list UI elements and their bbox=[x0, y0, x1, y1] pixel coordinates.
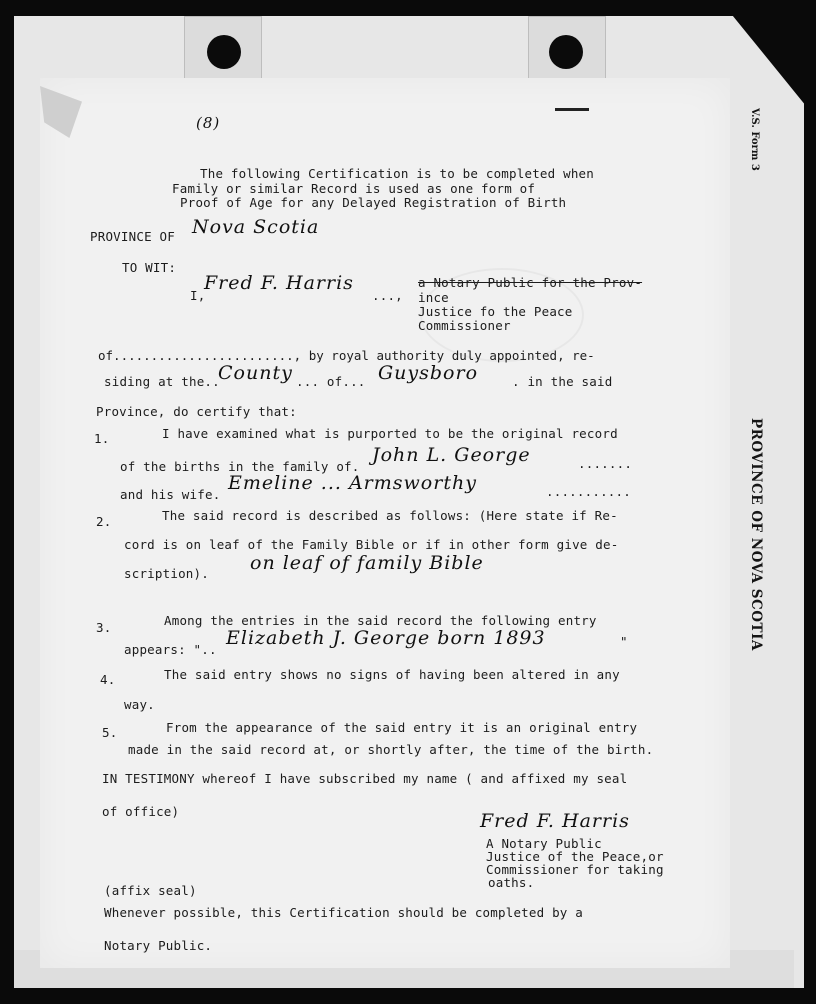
item-number-5: 5. bbox=[102, 725, 118, 740]
residing-of: ... of... bbox=[296, 374, 366, 389]
place-value: Guysboro bbox=[378, 362, 479, 384]
residing-value: County bbox=[218, 362, 293, 384]
official-prefix: I, bbox=[190, 288, 206, 303]
signature-title-justice: Justice of the Peace,or bbox=[486, 849, 664, 864]
signature-title-oaths: oaths. bbox=[488, 875, 535, 890]
footer-note-line-2: Notary Public. bbox=[104, 938, 213, 953]
title-ince: ince bbox=[418, 290, 449, 305]
record-description: on leaf of family Bible bbox=[250, 552, 484, 574]
footer-note-line-1: Whenever possible, this Certification should be completed by a bbox=[104, 905, 583, 920]
residing-suffix: . in the said bbox=[512, 374, 613, 389]
punch-hole bbox=[207, 35, 241, 69]
item-2-line-2: cord is on leaf of the Family Bible or if in other form give de- bbox=[124, 537, 619, 552]
item-number-4: 4. bbox=[100, 672, 116, 687]
entry-value: Elizabeth J. George born 1893 bbox=[226, 627, 546, 649]
father-name: John L. George bbox=[372, 444, 531, 466]
punch-hole bbox=[549, 35, 583, 69]
province-margin-header: PROVINCE OF NOVA SCOTIA bbox=[748, 418, 764, 651]
item-1-line-1: I have examined what is purported to be the original record bbox=[162, 426, 618, 441]
testimony-line-1: IN TESTIMONY whereof I have subscribed my name ( and affixed my seal bbox=[102, 771, 628, 786]
father-dots: ....... bbox=[578, 456, 633, 471]
title-line-1: The following Certification is to be completed when bbox=[200, 166, 595, 181]
item-2-line-1: The said record is described as follows: (Here state if Re- bbox=[162, 508, 618, 523]
title-commissioner: Commissioner bbox=[418, 318, 511, 333]
official-signature: Fred F. Harris bbox=[480, 810, 630, 832]
item-1-line-2: of the births in the family of. bbox=[120, 459, 360, 474]
affix-seal-label: (affix seal) bbox=[104, 883, 197, 898]
item-3-line-1: Among the entries in the said record the following entry bbox=[164, 613, 597, 628]
title-line-3: Proof of Age for any Delayed Registration of Birth bbox=[180, 195, 567, 210]
title-notary-struck: a Notary Public for the Prov- bbox=[418, 275, 643, 290]
province-label: PROVINCE OF bbox=[90, 229, 175, 244]
item-5-line-2: made in the said record at, or shortly after, the time of the birth. bbox=[128, 742, 654, 757]
certification-form-sheet bbox=[40, 78, 730, 968]
item-3-line-2-suffix: " bbox=[620, 634, 628, 649]
testimony-line-2: of office) bbox=[102, 804, 180, 819]
title-line-2: Family or similar Record is used as one form of bbox=[172, 181, 536, 196]
form-number: V.S. Form 3 bbox=[749, 108, 760, 171]
mother-name: Emeline ... Armsworthy bbox=[228, 472, 477, 494]
pen-dash-mark bbox=[555, 108, 589, 111]
item-4-line-2: way. bbox=[124, 697, 155, 712]
signature-title-notary: A Notary Public bbox=[486, 836, 602, 851]
item-3-line-2-prefix: appears: ".. bbox=[124, 642, 217, 657]
item-number-2: 2. bbox=[96, 514, 112, 529]
page-mark: (8) bbox=[196, 114, 221, 132]
item-number-3: 3. bbox=[96, 620, 112, 635]
item-5-line-1: From the appearance of the said entry it is an original entry bbox=[166, 720, 638, 735]
signature-title-commissioner: Commissioner for taking bbox=[486, 862, 664, 877]
mother-dots: ........... bbox=[546, 484, 631, 499]
item-1-line-3: and his wife. bbox=[120, 487, 221, 502]
province-value: Nova Scotia bbox=[192, 216, 320, 238]
official-dots: ..., bbox=[372, 288, 403, 303]
item-number-1: 1. bbox=[94, 431, 110, 446]
appointment-line: of........................, by royal authority duly appointed, re- bbox=[98, 348, 595, 363]
residing-prefix: siding at the.. bbox=[104, 374, 220, 389]
official-name: Fred F. Harris bbox=[204, 272, 354, 294]
province-certify-line: Province, do certify that: bbox=[96, 404, 297, 419]
title-justice: Justice fo the Peace bbox=[418, 304, 573, 319]
item-2-line-3: scription). bbox=[124, 566, 209, 581]
item-4-line-1: The said entry shows no signs of having been altered in any bbox=[164, 667, 620, 682]
to-wit-label: TO WIT: bbox=[122, 260, 177, 275]
